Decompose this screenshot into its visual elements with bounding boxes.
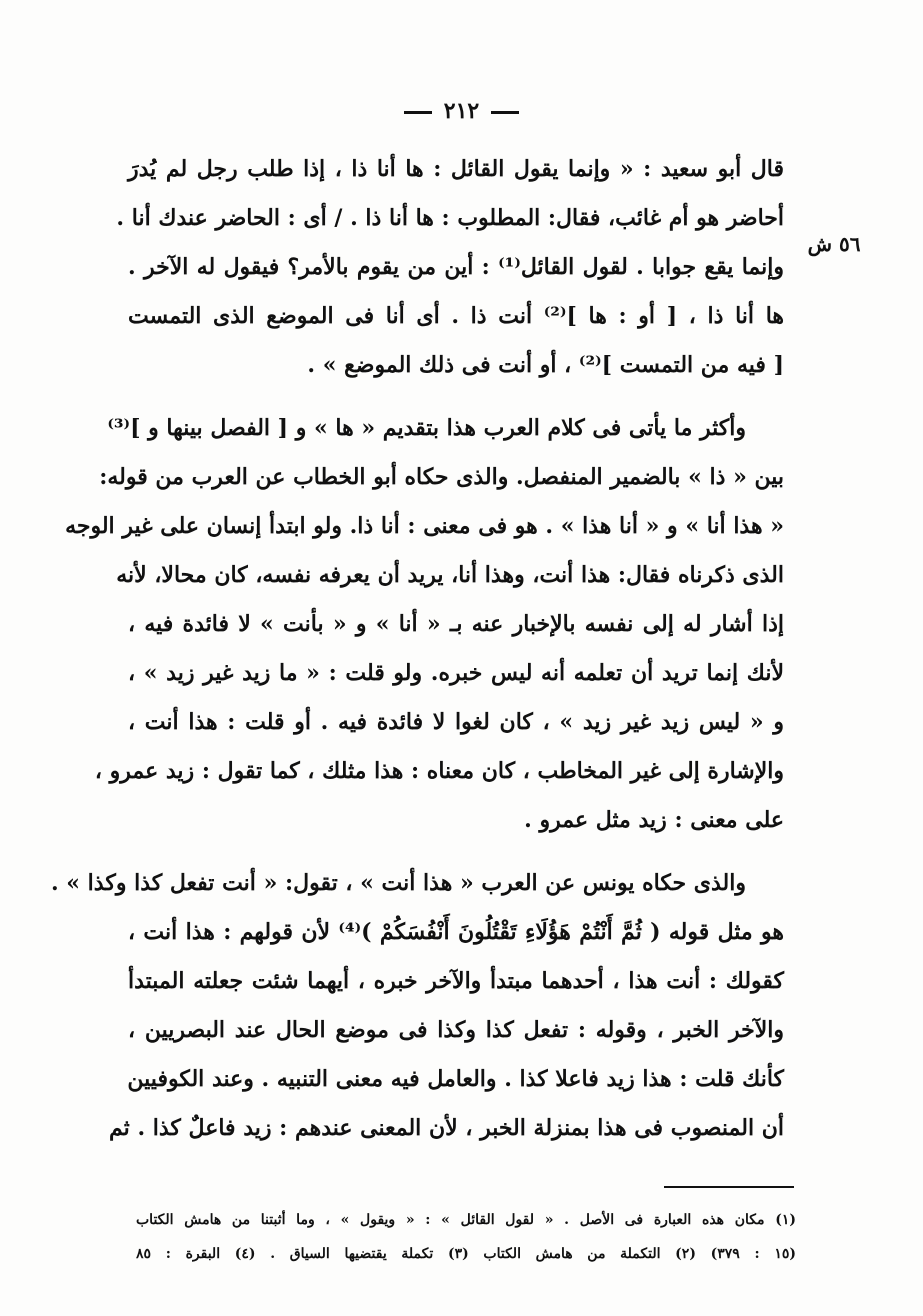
text-line: وأكثر ما يأتى فى كلام العرب هذا بتقديم « ها » و [ الفصل بينها و ]⁽³⁾: [107, 415, 746, 441]
main-text: [50, 145, 785, 1153]
text-line: [ فيه من التمست ]⁽²⁾ ، أو أنت فى ذلك الموضع » .: [307, 352, 784, 378]
text-line: كقولك : أنت هذا ، أحدهما مبتدأ والآخر خبره ، أيهما شئت جعلته المبتدأ: [128, 968, 784, 994]
text-line: أحاضر هو أم غائب، فقال: المطلوب : ها أنا ذا . / أى : الحاضر عندك أنا .: [116, 205, 784, 231]
footnote-line: (١٥ : ٣٧٩) (٢) التكملة من هامش الكتاب (٣) تكملة يقتضيها السياق . (٤) البقرة : ٨٥: [136, 1246, 797, 1262]
text-line: كأنك قلت : هذا زيد فاعلا كذا . والعامل فيه معنى التنبيه . وعند الكوفيين: [127, 1066, 784, 1092]
paragraph-3: [50, 859, 785, 1153]
text-line: الذى ذكرناه فقال: هذا أنت، وهذا أنا، يريد أن يعرفه نفسه، كان محالا، لأنه: [116, 562, 784, 588]
footnote-separator: [664, 1186, 794, 1188]
text-line: والإشارة إلى غير المخاطب ، كان معناه : هذا مثلك ، كما تقول : زيد عمرو ،: [94, 758, 784, 784]
text-line: أن المنصوب فى هذا بمنزلة الخبر ، لأن المعنى عندهم : زيد فاعلٌ كذا . ثم: [109, 1115, 784, 1141]
text-line: وإنما يقع جوابا . لقول القائل⁽¹⁾ : أين من يقوم بالأمر؟ فيقول له الآخر .: [128, 254, 784, 280]
page-number-text: ٢١٢: [443, 98, 480, 124]
footnotes: [136, 1203, 796, 1271]
paragraph-gap: [128, 390, 784, 404]
text-line: على معنى : زيد مثل عمرو .: [524, 807, 784, 833]
text-line: هو مثل قوله ( ثُمَّ أَنْتُمْ هَؤُلَاءِ تَقْتُلُونَ أَنْفُسَكُمْ )⁽⁴⁾ لأن قولهم : هذا أنت ،: [128, 919, 784, 945]
paragraph-2: [65, 404, 784, 845]
text-line: والآخر الخبر ، وقوله : تفعل كذا وكذا فى موضع الحال عند البصريين ،: [128, 1017, 785, 1043]
text-line: و « ليس زيد غير زيد » ، كان لغوا لا فائدة فيه . أو قلت : هذا أنت ،: [128, 709, 784, 735]
text-line: إذا أشار له إلى نفسه بالإخبار عنه بـ « أنا » و « بأنت » لا فائدة فيه ،: [128, 611, 784, 637]
text-line: قال أبو سعيد : « وإنما يقول القائل : ها أنا ذا ، إذا طلب رجل لم يُدرَ: [128, 156, 784, 182]
page-number: [0, 98, 923, 124]
footnote-line: (١) مكان هذه العبارة فى الأصل . « لقول القائل » : « ويقول » ، وما أثبتنا من هامش الكتاب: [136, 1212, 796, 1228]
page-number-dash-left: [404, 111, 432, 114]
text-line: ها أنا ذا ، [ أو : ها ]⁽²⁾ أنت ذا . أى أنا فى الموضع الذى التمست: [128, 303, 784, 329]
paragraph-gap: [128, 845, 784, 859]
paragraph-1: [116, 145, 784, 390]
text-line: « هذا أنا » و « أنا هذا » . هو فى معنى : أنا ذا. ولو ابتدأ إنسان على غير الوجه: [65, 513, 784, 539]
text-line: والذى حكاه يونس عن العرب « هذا أنت » ، تقول: « أنت تفعل كذا وكذا » .: [50, 870, 746, 896]
text-line: بين « ذا » بالضمير المنفصل. والذى حكاه أبو الخطاب عن العرب من قوله:: [99, 464, 784, 490]
margin-manuscript-reference: ٥٦ ش: [807, 232, 861, 256]
page-number-dash-right: [491, 111, 519, 114]
text-line: لأنك إنما تريد أن تعلمه أنه ليس خبره. ولو قلت : « ما زيد غير زيد » ،: [128, 660, 784, 686]
